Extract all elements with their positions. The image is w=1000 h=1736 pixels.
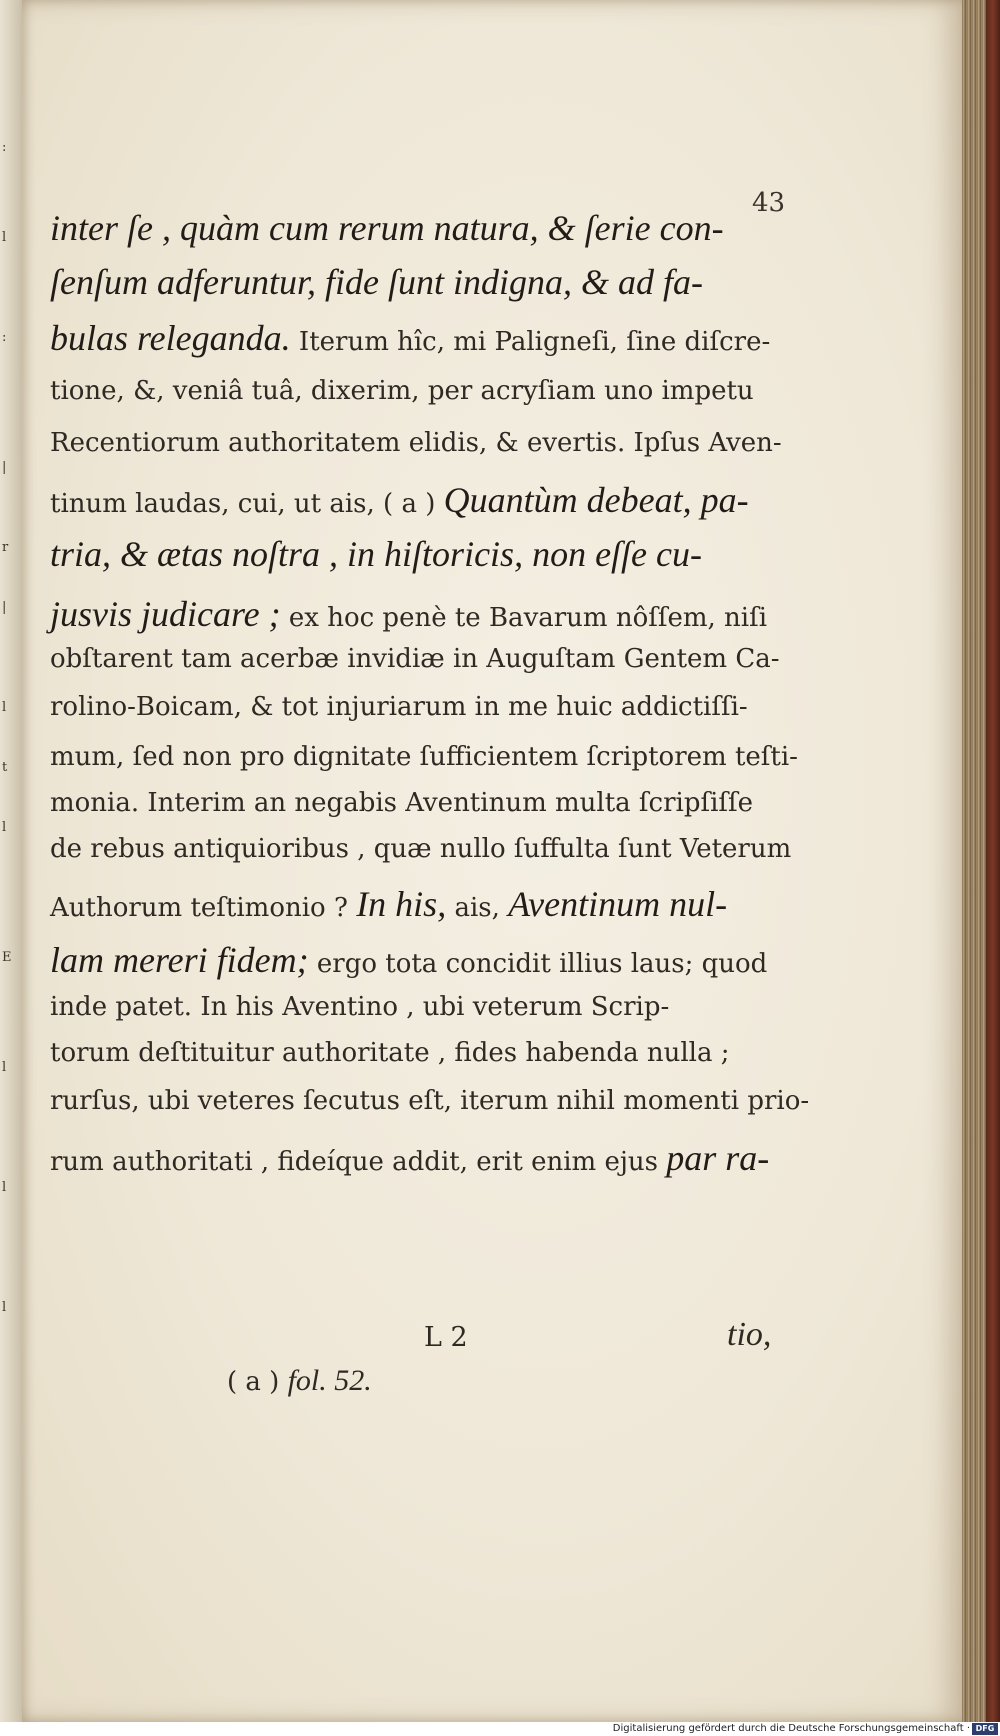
margin-mark: r — [2, 540, 9, 555]
text-line — [50, 210, 724, 246]
margin-mark: : — [2, 140, 7, 155]
margin-mark: t — [2, 760, 8, 775]
text-line — [50, 1140, 769, 1176]
roman-text-segment: rum authoritati , fideíque addit, erit enim ejus — [50, 1147, 667, 1177]
text-line — [50, 744, 798, 770]
italic-text-segment: inter ſe , quàm cum rerum natura, & ſerie con- — [50, 208, 724, 248]
italic-text-segment: tria, & ætas noſtra , in hiſtoricis, non eſſe cu- — [50, 534, 702, 574]
roman-text-segment: monia. Interim an negabis Aventinum multa ſcripſiſſe — [50, 788, 754, 818]
text-line — [50, 646, 780, 672]
roman-text-segment: ais, — [446, 893, 509, 923]
text-line — [50, 942, 767, 978]
text-line — [50, 1088, 809, 1114]
roman-text-segment: rolino-Boicam, & tot injuriarum in me huic addictiſſi- — [50, 692, 748, 722]
margin-mark: l — [2, 820, 7, 835]
text-line — [50, 1040, 729, 1066]
margin-mark: l — [2, 1180, 7, 1195]
binding-margin-marks — [2, 0, 16, 1736]
signature-mark: L 2 — [424, 1322, 468, 1353]
binding-strip — [0, 0, 22, 1736]
catchword: tio, — [727, 1316, 772, 1353]
italic-text-segment: Aventinum nul- — [508, 884, 728, 924]
text-line — [50, 886, 727, 922]
roman-text-segment: tinum laudas, cui, ut ais, ( a ) — [50, 489, 444, 519]
margin-mark: | — [2, 600, 7, 615]
italic-text-segment: ſenſum adferuntur, fide ſunt indigna, & ad fa- — [50, 262, 703, 302]
margin-mark: l — [2, 1300, 7, 1315]
italic-text-segment: Quantùm debeat, pa- — [443, 480, 749, 520]
text-line — [50, 596, 767, 632]
text-line — [50, 320, 770, 356]
text-line — [50, 536, 702, 572]
roman-text-segment: tione, &, veniâ tuâ, dixerim, per acryſiam uno impetu — [50, 376, 754, 406]
page-number: 43 — [752, 188, 786, 218]
text-line — [50, 264, 703, 300]
footnote-marker: ( a ) — [227, 1367, 280, 1397]
margin-mark: E — [2, 950, 12, 965]
margin-mark: l — [2, 700, 7, 715]
roman-text-segment: inde patet. In his Aventino , ubi veterum Scrip- — [50, 992, 670, 1022]
italic-text-segment: In his, — [356, 884, 447, 924]
roman-text-segment: obſtarent tam acerbæ invidiæ in Auguſtam Gentem Ca- — [50, 644, 780, 674]
book-cover-edge — [986, 0, 1000, 1736]
roman-text-segment: rurſus, ubi veteres ſecutus eſt, iterum nihil momenti prio- — [50, 1086, 810, 1116]
roman-text-segment: de rebus antiquioribus , quæ nullo ſuffulta ſunt Veterum — [50, 834, 792, 864]
margin-mark: | — [2, 460, 7, 475]
italic-text-segment: par ra- — [666, 1138, 770, 1178]
footnote-text: fol. 52. — [287, 1364, 372, 1397]
digitization-credit: Digitalisierung gefördert durch die Deutsche Forschungsgemeinschaft · — [612, 1723, 970, 1734]
roman-text-segment: ergo tota concidit illius laus; quod — [308, 949, 768, 979]
text-line — [50, 694, 748, 720]
italic-text-segment: bulas releganda. — [50, 318, 291, 358]
text-line — [50, 378, 754, 404]
footnote — [227, 1364, 372, 1398]
text-line — [50, 836, 791, 862]
roman-text-segment: Iterum hîc, mi Paligneſi, ſine diſcre- — [290, 327, 771, 357]
margin-mark: : — [2, 330, 7, 345]
text-line — [50, 482, 749, 518]
book-page — [22, 0, 962, 1722]
dfg-logo: DFG — [972, 1723, 998, 1735]
italic-text-segment: lam mereri fidem; — [50, 940, 309, 980]
roman-text-segment: torum deſtituitur authoritate , fides habenda nulla ; — [50, 1038, 730, 1068]
roman-text-segment: mum, ſed non pro dignitate ſufficientem ſcriptorem teſti- — [50, 742, 798, 772]
text-line — [50, 994, 669, 1020]
text-line — [50, 790, 753, 816]
margin-mark: l — [2, 1060, 7, 1075]
roman-text-segment: ex hoc penè te Bavarum nôſſem, niſi — [280, 603, 768, 633]
roman-text-segment: Authorum teſtimonio ? — [50, 893, 357, 923]
roman-text-segment: Recentiorum authoritatem elidis, & evertis. Ipſus Aven- — [50, 428, 782, 458]
margin-mark: l — [2, 230, 7, 245]
text-line — [50, 430, 782, 456]
italic-text-segment: jusvis judicare ; — [50, 594, 281, 634]
